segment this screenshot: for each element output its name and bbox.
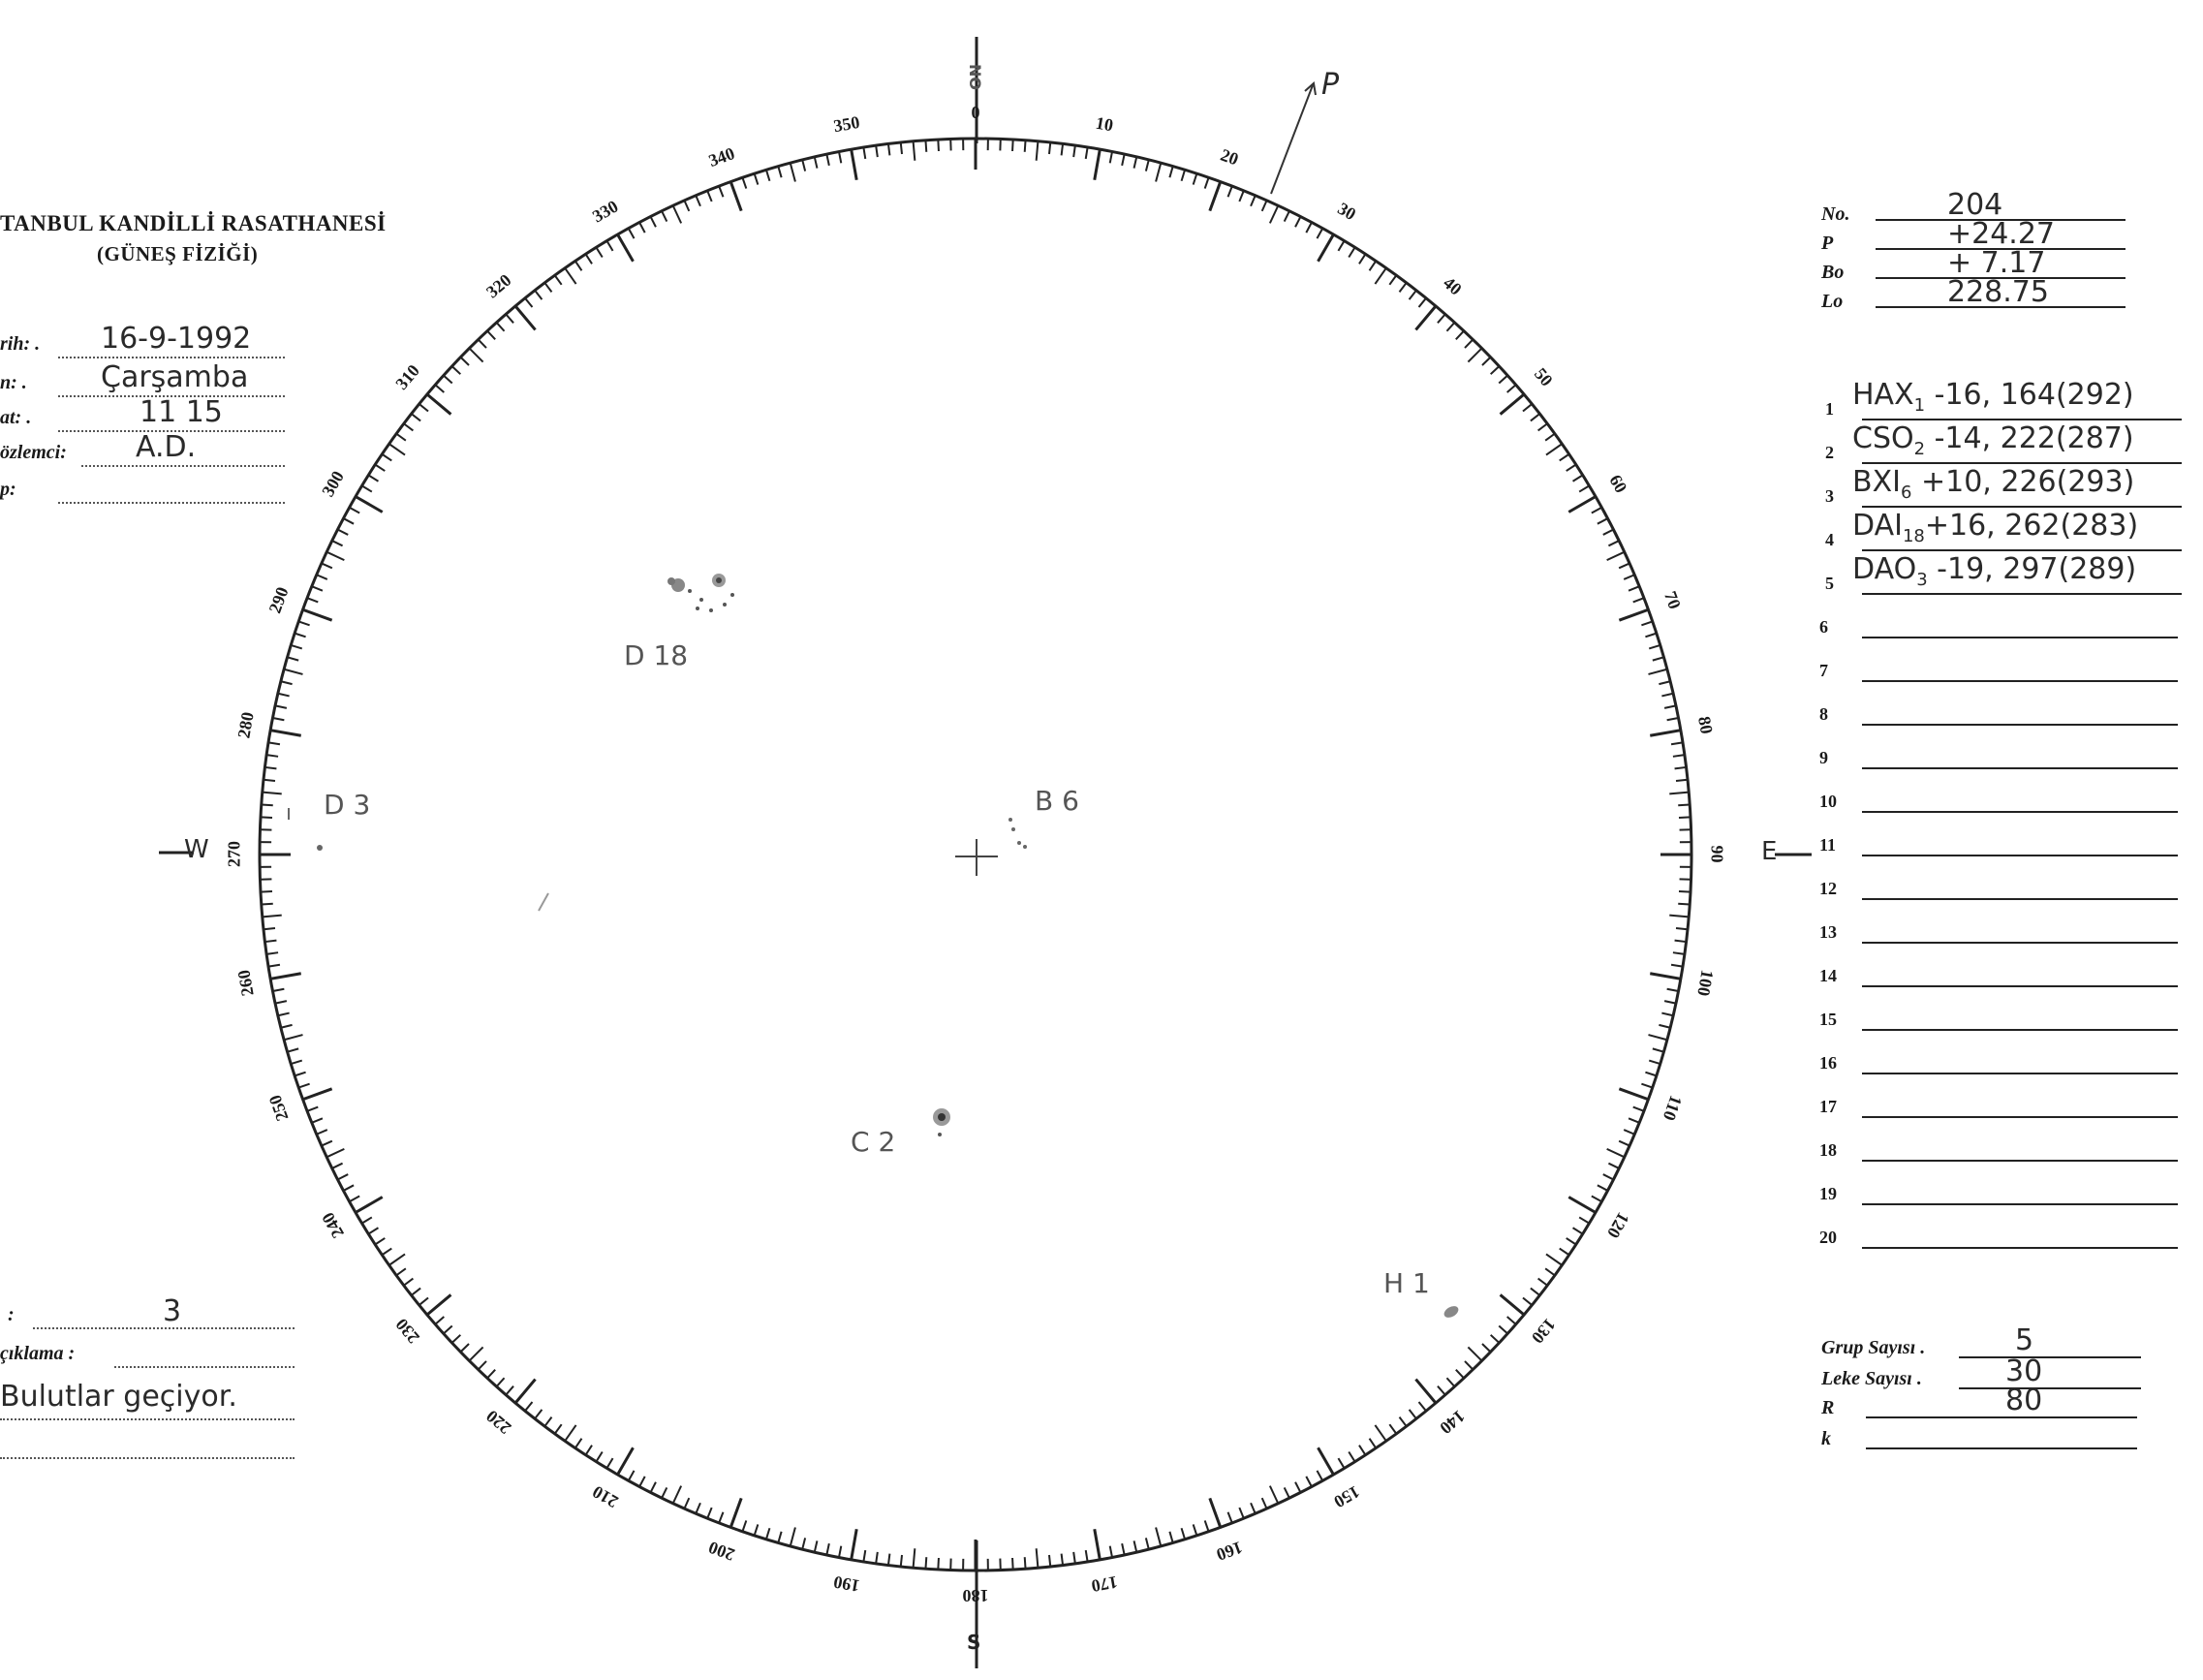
tick-label: 90: [1707, 845, 1727, 863]
group-entry: [1852, 465, 2134, 503]
summary-line: [1959, 1387, 2141, 1389]
tick-label: 290: [264, 584, 293, 616]
group-row-number: 20: [1819, 1228, 1837, 1247]
pole-label: P: [1321, 68, 1340, 102]
group-label-d18: D 18: [624, 639, 689, 671]
tick-label: 160: [1213, 1537, 1245, 1565]
group-entry: [1852, 378, 2134, 416]
group-row-line: [1862, 985, 2178, 987]
group-row-line: [1862, 942, 2178, 944]
institution-title: TANBUL KANDİLLİ RASATHANESİ: [0, 211, 387, 235]
tick-label: 20: [1217, 144, 1241, 170]
summary-label: Leke Sayısı .: [1821, 1368, 1922, 1389]
field-label: n: .: [0, 372, 27, 393]
param-value: 228.75: [1947, 275, 2049, 309]
group-row-number: 18: [1819, 1140, 1837, 1160]
group-label-c2: C 2: [851, 1126, 896, 1158]
group-row-number: 6: [1819, 617, 1828, 637]
quality-value: 3: [163, 1294, 182, 1328]
group-coords: +16, 262(283): [1924, 509, 2139, 543]
note-label: çıklama :: [0, 1343, 76, 1364]
group-row-number: 11: [1819, 835, 1837, 855]
west-label: W: [184, 835, 209, 864]
param-label: Bo: [1821, 262, 1845, 283]
field-label: özlemci:: [0, 442, 67, 463]
tick-label: 210: [588, 1481, 621, 1511]
summary-label: Grup Sayısı .: [1821, 1337, 1926, 1358]
group-row-number: 7: [1819, 661, 1828, 680]
group-row-line: [1862, 1203, 2178, 1205]
group-entry: [1852, 552, 2136, 590]
tick-label: 110: [1659, 1092, 1687, 1123]
tick-label: 330: [588, 197, 621, 227]
param-value: + 7.17: [1947, 246, 2046, 280]
tick-label: 240: [318, 1208, 349, 1241]
tick-label: 310: [391, 360, 423, 394]
group-row-number: 15: [1819, 1010, 1837, 1029]
south-label: S: [967, 1631, 981, 1654]
group-row-number: 3: [1825, 486, 1834, 506]
group-row-number: 14: [1819, 966, 1837, 985]
group-class: BXI: [1852, 465, 1901, 499]
group-coords: -16, 164(292): [1925, 378, 2134, 412]
param-value: 204: [1947, 188, 2003, 222]
group-row-number: 12: [1819, 879, 1837, 898]
field-value: 16-9-1992: [101, 322, 252, 356]
summary-line: [1866, 1447, 2137, 1449]
east-label: E: [1761, 837, 1778, 866]
tick-label: 100: [1693, 968, 1719, 998]
tick-label: 0: [971, 103, 980, 122]
group-row-number: 13: [1819, 922, 1837, 942]
tick-label: 190: [832, 1572, 862, 1597]
group-spot-count: 3: [1916, 570, 1928, 590]
field-label: rih: .: [0, 333, 41, 355]
tick-label: 140: [1436, 1406, 1469, 1439]
group-entry: [1852, 421, 2134, 459]
tick-label: 40: [1439, 272, 1466, 299]
group-spot-count: 1: [1913, 395, 1926, 416]
group-row-line: [1862, 419, 2182, 420]
group-row-number: 2: [1825, 443, 1834, 462]
north-label: NO: [966, 64, 984, 90]
tick-label: 60: [1604, 470, 1631, 496]
field-value: A.D.: [136, 430, 197, 464]
tick-label: 350: [832, 111, 862, 136]
group-row-line: [1862, 724, 2178, 726]
group-class: DAI: [1852, 509, 1903, 543]
field-line: [58, 357, 285, 358]
group-row-line: [1862, 506, 2182, 508]
group-row-number: 19: [1819, 1184, 1837, 1203]
tick-label: 260: [233, 968, 258, 998]
field-value: 11 15: [140, 395, 223, 429]
group-row-line: [1862, 855, 2178, 856]
note-line-1: [114, 1366, 295, 1368]
field-label: p:: [0, 479, 16, 500]
tick-label: 320: [482, 269, 515, 302]
group-row-line: [1862, 1073, 2178, 1074]
group-class: CSO: [1852, 421, 1914, 455]
group-row-line: [1862, 767, 2178, 769]
tick-label: 230: [391, 1314, 423, 1348]
group-class: DAO: [1852, 552, 1917, 586]
tick-label: 180: [962, 1586, 989, 1605]
group-class: HAX: [1852, 378, 1914, 412]
tick-label: 220: [482, 1406, 515, 1439]
group-row-number: 8: [1819, 704, 1828, 724]
param-value: +24.27: [1947, 217, 2056, 251]
field-label: at: .: [0, 407, 32, 428]
tick-label: 150: [1330, 1481, 1363, 1511]
tick-label: 30: [1333, 199, 1359, 225]
summary-line: [1866, 1416, 2137, 1418]
summary-label: k: [1821, 1428, 1831, 1449]
group-row-number: 17: [1819, 1097, 1837, 1116]
group-coords: +10, 226(293): [1911, 465, 2135, 499]
group-row-number: 16: [1819, 1053, 1837, 1073]
group-row-line: [1862, 549, 2182, 551]
group-entry: [1852, 509, 2138, 546]
note-line-2: [0, 1418, 295, 1420]
note-text: Bulutlar geçiyor.: [0, 1380, 237, 1414]
group-row-line: [1862, 637, 2178, 638]
tick-label: 70: [1660, 588, 1685, 612]
group-row-line: [1862, 898, 2178, 900]
department-subtitle: (GÜNEŞ FİZİĞİ): [97, 242, 259, 265]
note-line-3: [0, 1457, 295, 1459]
param-label: Lo: [1821, 291, 1844, 312]
group-row-line: [1862, 1029, 2178, 1031]
group-row-number: 10: [1819, 792, 1837, 811]
tick-label: 130: [1528, 1314, 1560, 1348]
group-coords: -14, 222(287): [1925, 421, 2134, 455]
tick-label: 280: [233, 710, 258, 740]
summary-value: 80: [2005, 1384, 2043, 1417]
field-value: Çarşamba: [101, 360, 249, 394]
group-row-line: [1862, 1116, 2178, 1118]
tick-label: 10: [1094, 112, 1115, 136]
group-row-number: 4: [1825, 530, 1834, 549]
tick-label: 50: [1530, 364, 1557, 390]
param-label: P: [1821, 233, 1834, 254]
field-line: [81, 465, 285, 467]
tick-label: 120: [1602, 1208, 1633, 1241]
quality-label: :: [8, 1304, 15, 1325]
tick-label: 170: [1089, 1572, 1119, 1597]
tick-label: 340: [706, 143, 738, 171]
tick-label: 300: [318, 467, 349, 500]
tick-label: 250: [264, 1092, 293, 1124]
group-row-number: 9: [1819, 748, 1828, 767]
summary-line: [1959, 1356, 2141, 1358]
group-label-d3: D 3: [324, 789, 371, 821]
summary-value: 30: [2005, 1354, 2043, 1388]
field-line: [58, 502, 285, 504]
tick-label: 270: [224, 841, 244, 867]
param-label: No.: [1821, 203, 1850, 225]
group-label-b6: B 6: [1035, 785, 1079, 817]
group-row-line: [1862, 593, 2182, 595]
summary-value: 5: [2015, 1323, 2034, 1357]
group-spot-count: 6: [1900, 482, 1912, 503]
group-spot-count: 18: [1902, 526, 1925, 546]
group-row-line: [1862, 1247, 2178, 1249]
group-row-number: 5: [1825, 574, 1834, 593]
group-row-number: 1: [1825, 399, 1834, 419]
group-coords: -19, 297(289): [1927, 552, 2137, 586]
summary-label: R: [1821, 1397, 1835, 1418]
group-row-line: [1862, 462, 2182, 464]
tick-label: 80: [1694, 714, 1718, 736]
group-row-line: [1862, 680, 2178, 682]
group-row-line: [1862, 811, 2178, 813]
group-row-line: [1862, 1160, 2178, 1162]
group-spot-count: 2: [1913, 439, 1926, 459]
group-label-h1: H 1: [1383, 1267, 1430, 1299]
tick-label: 200: [706, 1537, 738, 1565]
